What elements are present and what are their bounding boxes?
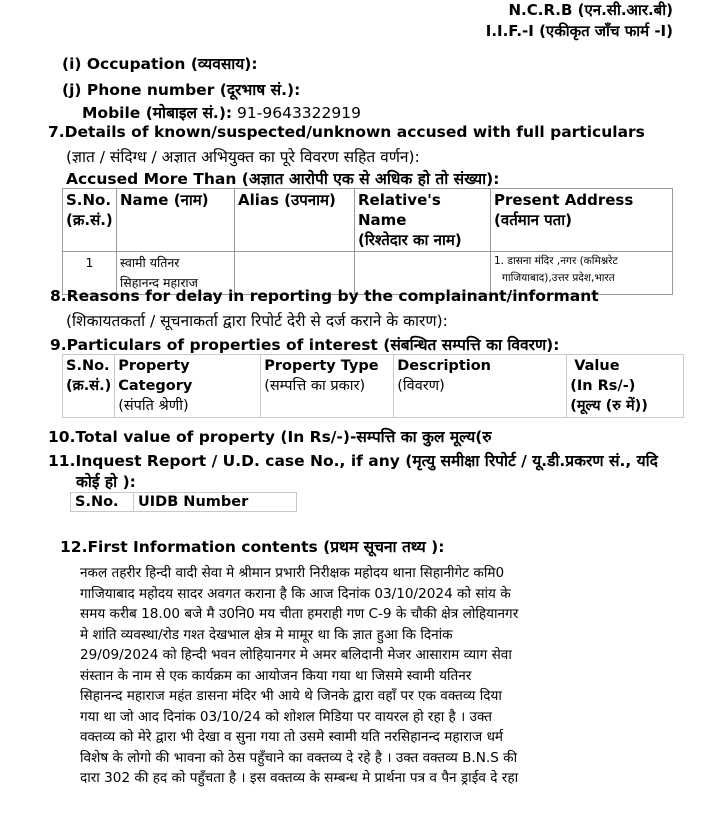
row-address-line1: 1. डासना मंदिर ,नगर (कमिश्नरेट <box>494 255 618 267</box>
section-9-title: 9.Particulars of properties of interest (संबन्धित सम्पत्ति का विवरण): <box>50 336 560 354</box>
col-name <box>117 189 235 252</box>
accused-table <box>62 188 673 295</box>
row-name-line2: सिहानन्द महाराज <box>120 275 198 290</box>
prop-col-value-label: Value <box>574 358 620 374</box>
col-address-hi: (वर्तमान पता) <box>494 211 572 229</box>
prop-col-type <box>261 355 394 418</box>
section-11-title-cont: कोई हो ): <box>76 473 136 491</box>
fir-line: सिहानन्द महाराज महंत डासना मंदिर भी आये थे जिनके द्वारा वहाँ पर एक वक्तव्य दिया <box>80 688 502 704</box>
mobile-value: 91-9643322919 <box>237 104 361 122</box>
section-8-title: 8.Reasons for delay in reporting by the complainant/informant <box>50 287 599 305</box>
property-table-header <box>63 355 684 418</box>
row-sno: 1 <box>63 252 117 295</box>
col-sno <box>63 189 117 252</box>
mobile-label: Mobile (मोबाइल सं.): <box>82 104 233 122</box>
prop-col-value <box>567 355 684 418</box>
col-name-label: Name (नाम) <box>120 191 209 209</box>
fir-line: विशेष के लोगो की भावना को ठेस पहुँचाने का वक्तव्य दे रहे है । उक्त वक्तव्य B.N.S की <box>80 749 518 766</box>
col-alias-label: Alias (उपनाम) <box>238 191 336 209</box>
property-table <box>62 354 684 418</box>
section-7-subtitle: (ज्ञात / संदिग्ध / अज्ञात अभियुक्त का पूरे विवरण सहित वर्णन): <box>66 148 420 166</box>
section-11-title: 11.Inquest Report / U.D. case No., if any (मृत्यु समीक्षा रिपोर्ट / यू.डी.प्रकरण सं., यदि <box>48 452 658 470</box>
prop-col-sno <box>63 355 115 418</box>
col-relative <box>355 189 491 252</box>
inquest-col-uidb: UIDB Number <box>134 493 297 512</box>
fir-line: मे शांति व्यवस्था/रोड गश्त देखभाल क्षेत्र मे मामूर था कि ज्ञात हुआ कि दिनांक <box>80 626 453 643</box>
prop-col-desc <box>394 355 567 418</box>
section-10-title: 10.Total value of property (In Rs/-)-सम्पत्ति का कुल मूल्य(रु <box>48 428 492 446</box>
col-relative-hi: (रिश्तेदार का नाम) <box>358 231 462 249</box>
section-7-title: 7.Details of known/suspected/unknown accused with full particulars <box>48 123 645 141</box>
accused-table-header <box>63 189 673 252</box>
col-relative-label: Relative's Name <box>358 191 441 229</box>
col-sno-hi: (क्र.सं.) <box>66 211 113 229</box>
fir-line: वक्तव्य को मेरे द्वारा भी देखा व सुना गया तो उसमे स्वामी यति नरसिहानन्द महाराज धर्म <box>80 729 504 745</box>
mobile-row <box>82 101 361 123</box>
section-8-subtitle: (शिकायतकर्ता / सूचनाकर्ता द्वारा रिपोर्ट देरी से दर्ज कराने के कारण): <box>66 312 448 330</box>
fir-line: नकल तहरीर हिन्दी वादी सेवा मे श्रीमान प्रभारी निरीक्षक महोदय थाना सिहानीगेट कमि0 <box>80 565 505 581</box>
prop-col-category-label2: Category <box>118 378 193 394</box>
fir-line: गया था जो आद दिनांक 03/10/24 को शोशल मिडिया पर वायरल हो रहा है । उक्त <box>80 708 493 725</box>
fir-line: दारा 302 की हद को पहुँचता है । इस वक्तव्य के सम्बन्ध मे प्रार्थना पत्र व पैन ड्राईव दे रहा <box>80 770 519 786</box>
col-address-label: Present Address <box>494 191 634 209</box>
row-address-line2: गाजियाबाद),उत्तर प्रदेश,भारत <box>502 272 615 284</box>
prop-col-type-hi: (सम्पत्ति का प्रकार) <box>264 378 366 394</box>
phone-label: (j) Phone number (दूरभाष सं.): <box>62 81 301 99</box>
fir-line: गाजियाबाद महोदय सादर अवगत कराना है कि आज दिनांक 03/10/2024 को सांय के <box>80 585 511 602</box>
col-sno-label: S.No. <box>66 191 112 209</box>
prop-col-sno-label: S.No. <box>66 358 110 374</box>
inquest-table-header <box>71 493 297 512</box>
fir-contents <box>80 563 640 789</box>
occupation-label: (i) Occupation (व्यवसाय): <box>62 55 258 73</box>
col-address <box>491 189 673 252</box>
prop-col-category-hi: (संपति श्रेणी) <box>118 398 189 414</box>
prop-col-value-hi: (मूल्य (रु में)) <box>570 398 648 414</box>
form-title: I.I.F.-I (एकीकृत जाँच फार्म -I) <box>485 22 673 40</box>
prop-col-category-label: Property <box>118 358 190 374</box>
prop-col-value-label2: (In Rs/-) <box>570 378 636 394</box>
prop-col-desc-hi: (विवरण) <box>397 378 445 394</box>
fir-line: समय करीब 18.00 बजे मै उ0नि0 मय चीता हमराही गण C-9 के चौकी क्षेत्र लोहियानगर <box>80 606 519 622</box>
inquest-col-sno: S.No. <box>71 493 134 512</box>
accused-more-than: Accused More Than (अज्ञात आरोपी एक से अधिक हो तो संख्या): <box>66 170 500 188</box>
prop-col-desc-label: Description <box>397 358 492 374</box>
inquest-table <box>70 492 297 512</box>
section-12-title: 12.First Information contents (प्रथम सूचना तथ्य ): <box>60 538 445 556</box>
prop-col-sno-hi: (क्र.सं.) <box>66 378 112 394</box>
ncrb-header: N.C.R.B (एन.सी.आर.बी) <box>508 1 673 19</box>
prop-col-type-label: Property Type <box>264 358 379 374</box>
fir-line: संस्तान के नाम से एक कार्यक्रम का आयोजन किया गया था जिसमे स्वामी यतिनर <box>80 667 472 684</box>
fir-line: 29/09/2024 को हिन्दी भवन लोहियानगर मे अमर बलिदानी मेजर आसाराम व्याग सेवा <box>80 647 512 663</box>
col-alias <box>235 189 355 252</box>
prop-col-category <box>115 355 261 418</box>
row-name-line1: स्वामी यतिनर <box>120 255 180 270</box>
